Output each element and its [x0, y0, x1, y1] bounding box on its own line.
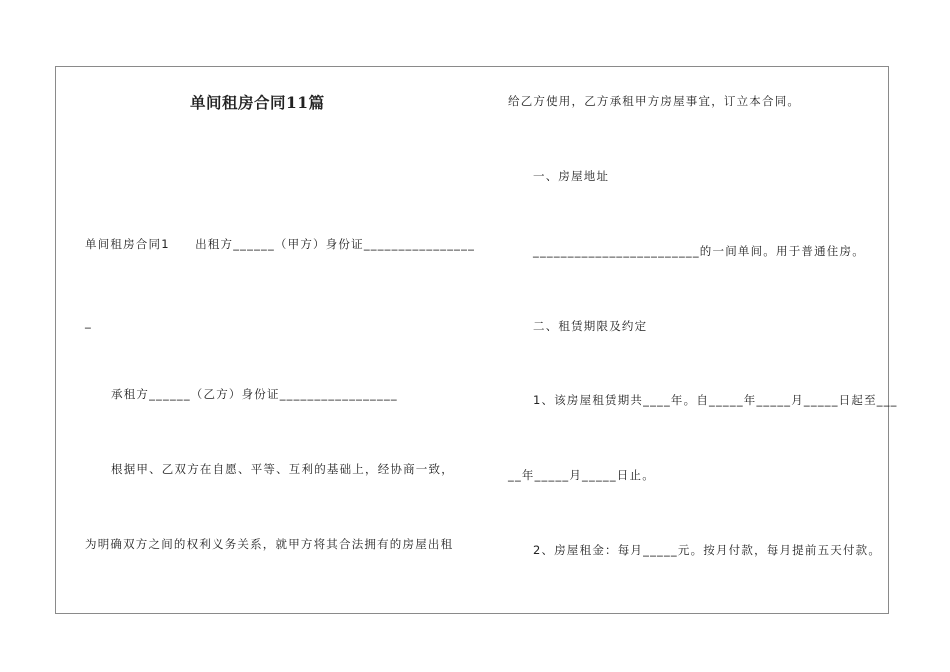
paragraph-rent: 2、房屋租金：每月_____元。按月付款，每月提前五天付款。 — [533, 543, 882, 557]
paragraph-term-1: 1、该房屋租赁期共____年。自_____年_____月_____日起至___ — [533, 393, 898, 407]
section-heading-address: 一、房屋地址 — [533, 169, 610, 183]
section-heading-term: 二、租赁期限及约定 — [533, 319, 648, 333]
paragraph-underscore: _ — [85, 315, 92, 329]
paragraph-address: ________________________的一间单间。用于普通住房。 — [533, 244, 865, 258]
document-page — [55, 66, 889, 614]
paragraph-term-2: __年_____月_____日止。 — [508, 468, 655, 482]
document-title: 单间租房合同11篇 — [190, 93, 325, 112]
paragraph-preamble-1: 根据甲、乙双方在自愿、平等、互利的基础上，经协商一致， — [111, 462, 454, 476]
paragraph-lessee: 承租方______（乙方）身份证_________________ — [111, 387, 398, 401]
paragraph-preamble-3: 给乙方使用，乙方承租甲方房屋事宜，订立本合同。 — [508, 94, 801, 108]
paragraph-lessor: 单间租房合同1 出租方______（甲方）身份证________________ — [85, 237, 476, 251]
paragraph-preamble-2: 为明确双方之间的权利义务关系，就甲方将其合法拥有的房屋出租 — [85, 537, 454, 551]
